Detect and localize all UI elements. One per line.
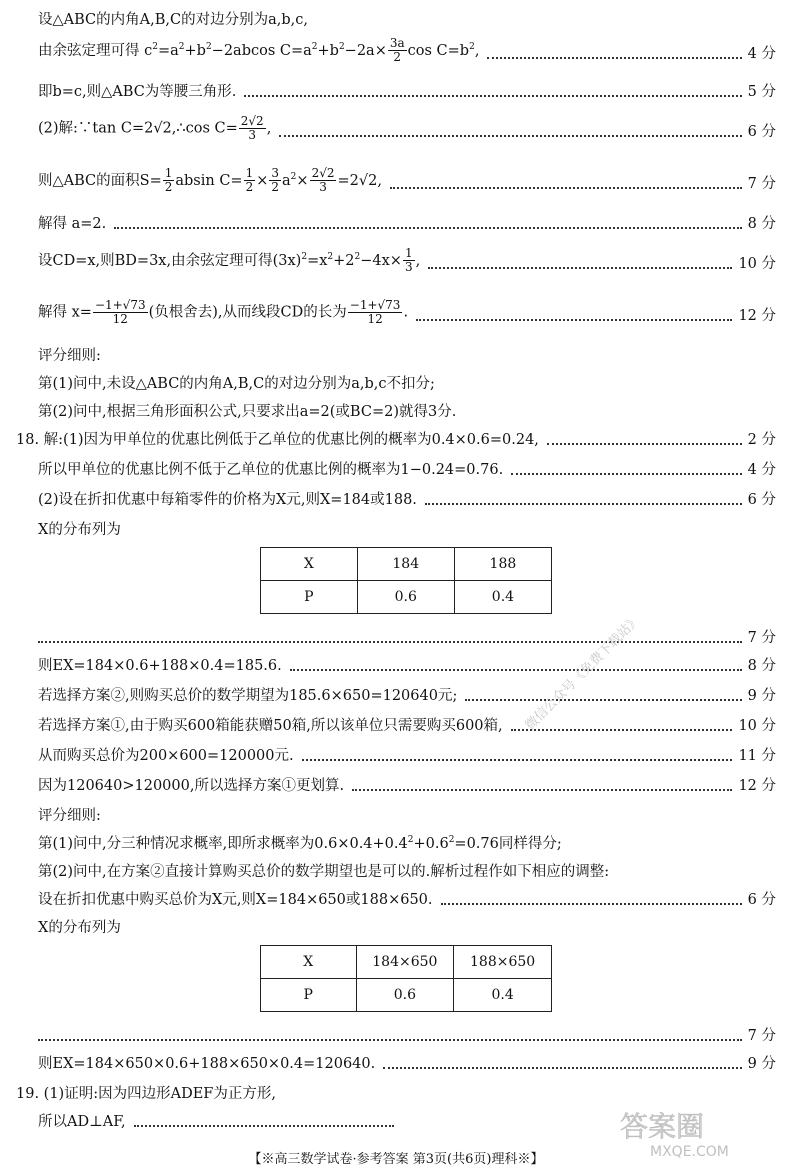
fraction: $\frac{3a}{2}$	[389, 36, 405, 64]
score-mark: 9 分	[747, 1056, 776, 1072]
dot-leader	[511, 729, 733, 731]
text-line: (2)设在折扣优惠中每箱零件的价格为X元,则X=184或188. 6 分	[38, 492, 776, 508]
table-cell: P	[261, 979, 357, 1012]
dot-leader	[390, 187, 742, 189]
text-line: 19. (1)证明:因为四边形ADEF为正方形,	[16, 1086, 276, 1102]
score-mark: 9 分	[747, 688, 776, 704]
score-mark: 2 分	[747, 432, 776, 448]
fraction: $\frac{1}{3}$	[404, 246, 413, 274]
fraction: $\frac{-1+√73}{12}$	[349, 298, 401, 326]
text-line: 则△ABC的面积S= $\frac{1}{2}$ absin C= $\frac{1}{2}$ × $\frac{3}{2}$ $a^2\times$ $\frac{2√2}{3}$ =2√2, 7 分	[38, 166, 776, 194]
distribution-table-1	[260, 547, 552, 614]
table-cell: 188	[454, 548, 551, 581]
dot-leader	[114, 227, 741, 229]
text-line: X的分布列为	[38, 522, 121, 538]
score-mark: 7 分	[747, 176, 776, 192]
text-line: 所以甲单位的优惠比例不低于乙单位的优惠比例的概率为1−0.24=0.76. 4 分	[38, 462, 776, 478]
table-cell: 184×650	[356, 946, 454, 979]
text-line	[38, 624, 776, 648]
table-cell: 0.6	[356, 979, 454, 1012]
fraction: $\frac{3}{2}$	[271, 166, 280, 194]
fraction: $\frac{-1+√73}{12}$	[94, 298, 146, 326]
score-mark: 4 分	[747, 46, 776, 62]
score-mark: 8 分	[747, 216, 776, 232]
dot-leader	[38, 1039, 742, 1041]
text-line: 所以AD⊥AF,	[38, 1108, 776, 1132]
score-mark: 12 分	[738, 778, 776, 794]
logo-main: 答案圈	[620, 1110, 705, 1143]
text-line: 从而购买总价为200×600=120000元. 11 分	[38, 748, 776, 764]
text-line: 解得 a=2. 8 分	[38, 216, 776, 232]
watermark: 微信公众号《免费下载站》	[522, 612, 644, 734]
fraction: $\frac{1}{2}$	[245, 166, 254, 194]
dot-leader	[425, 503, 742, 505]
text-line: 则EX=184×0.6+188×0.4=185.6. 8 分	[38, 658, 776, 674]
text-line: 因为120640>120000,所以选择方案①更划算. 12 分	[38, 778, 776, 794]
text-line: 第(2)问中,在方案②直接计算购买总价的数学期望也是可以的.解析过程作如下相应的调整:	[38, 864, 610, 880]
text-line: 则EX=184×650×0.6+188×650×0.4=120640. 9 分	[38, 1056, 776, 1072]
dot-leader	[547, 443, 742, 445]
fraction: $\frac{1}{2}$	[164, 166, 173, 194]
logo-sub: MXQE.COM	[650, 1144, 729, 1160]
score-mark: 6 分	[747, 124, 776, 140]
text-line: 18. 解:(1)因为甲单位的优惠比例低于乙单位的优惠比例的概率为0.4×0.6=0.24, 2 分	[16, 432, 776, 448]
dot-leader	[441, 903, 742, 905]
score-mark: 7 分	[747, 1028, 776, 1044]
score-mark: 6 分	[747, 492, 776, 508]
text-line: 若选择方案①,由于购买600箱能获赠50箱,所以该单位只需要购买600箱, 10 分	[38, 718, 776, 734]
table-cell: P	[261, 581, 358, 614]
text-line: 第(1)问中,未设△ABC的内角A,B,C的对边分别为a,b,c不扣分;	[38, 376, 435, 392]
text-line: 即b=c,则△ABC为等腰三角形. 5 分	[38, 84, 776, 100]
dot-leader	[290, 669, 742, 671]
text-line: 解得 x= $\frac{-1+√73}{12}$ (负根舍去),从而线段CD的长为 $\frac{-1+√73}{12}$ . 12 分	[38, 298, 776, 326]
text-line: 评分细则:	[38, 348, 101, 364]
table-cell: X	[261, 946, 357, 979]
text-line: 由余弦定理可得 $c^2=a^2+b^2-2abcos$ $C=a^2+b^2-2a\times$ $\frac{3a}{2}$ $\cos C=b^2$, 4 分	[38, 36, 776, 64]
dot-leader	[428, 267, 732, 269]
dot-leader	[416, 319, 732, 321]
dot-leader	[383, 1067, 741, 1069]
table-cell: 0.4	[454, 979, 552, 1012]
text-line: 评分细则:	[38, 808, 101, 824]
dot-leader	[244, 95, 741, 97]
score-mark: 4 分	[747, 462, 776, 478]
table-row	[261, 548, 552, 581]
page-footer: 【※高三数学试卷·参考答案 第3页(共6页)理科※】	[248, 1152, 544, 1167]
text-line	[38, 1022, 776, 1046]
text-line: 设在折扣优惠中购买总价为X元,则X=184×650或188×650. 6 分	[38, 892, 776, 908]
table-cell: 0.4	[454, 581, 551, 614]
dot-leader	[352, 789, 732, 791]
score-mark: 11 分	[738, 748, 776, 764]
score-mark: 6 分	[747, 892, 776, 908]
table-row	[261, 581, 552, 614]
dot-leader	[487, 57, 741, 59]
table-row	[261, 946, 552, 979]
score-mark: 12 分	[738, 308, 776, 324]
score-mark: 10 分	[738, 718, 776, 734]
table-row	[261, 979, 552, 1012]
fraction: $\frac{2√2}{3}$	[240, 114, 264, 142]
text-line: 第(2)问中,根据三角形面积公式,只要求出a=2(或BC=2)就得3分.	[38, 404, 457, 420]
score-mark: 5 分	[747, 84, 776, 100]
dot-leader	[279, 135, 741, 137]
text-line: 第(1)问中,分三种情况求概率,即所求概率为$0.6\times 0.4+0.4^2+0.6^2=0.76$同样得分;	[38, 835, 562, 852]
table-cell: X	[261, 548, 358, 581]
dot-leader	[511, 473, 741, 475]
text-line: 设CD=x,则BD=3x,由余弦定理可得$(3x)^2=x^2+2^2-4x\times$ $\frac{1}{3}$ , 10 分	[38, 246, 776, 274]
dot-leader	[134, 1125, 394, 1127]
table-cell: 188×650	[454, 946, 552, 979]
dot-leader	[465, 699, 741, 701]
text-line: (2)解:∵tan C=2√2,∴cos C= $\frac{2√2}{3}$ , 6 分	[38, 114, 776, 142]
text-line: 设△ABC的内角A,B,C的对边分别为a,b,c,	[38, 12, 308, 28]
score-mark: 7 分	[747, 630, 776, 646]
dot-leader	[302, 759, 733, 761]
score-mark: 8 分	[747, 658, 776, 674]
distribution-table-2	[260, 945, 552, 1012]
text-line: X的分布列为	[38, 920, 121, 936]
fraction: $\frac{2√2}{3}$	[311, 166, 335, 194]
score-mark: 10 分	[738, 256, 776, 272]
dot-leader	[38, 641, 742, 643]
table-cell: 184	[357, 548, 454, 581]
table-cell: 0.6	[357, 581, 454, 614]
text-line: 若选择方案②,则购买总价的数学期望为185.6×650=120640元; 9 分	[38, 688, 776, 704]
